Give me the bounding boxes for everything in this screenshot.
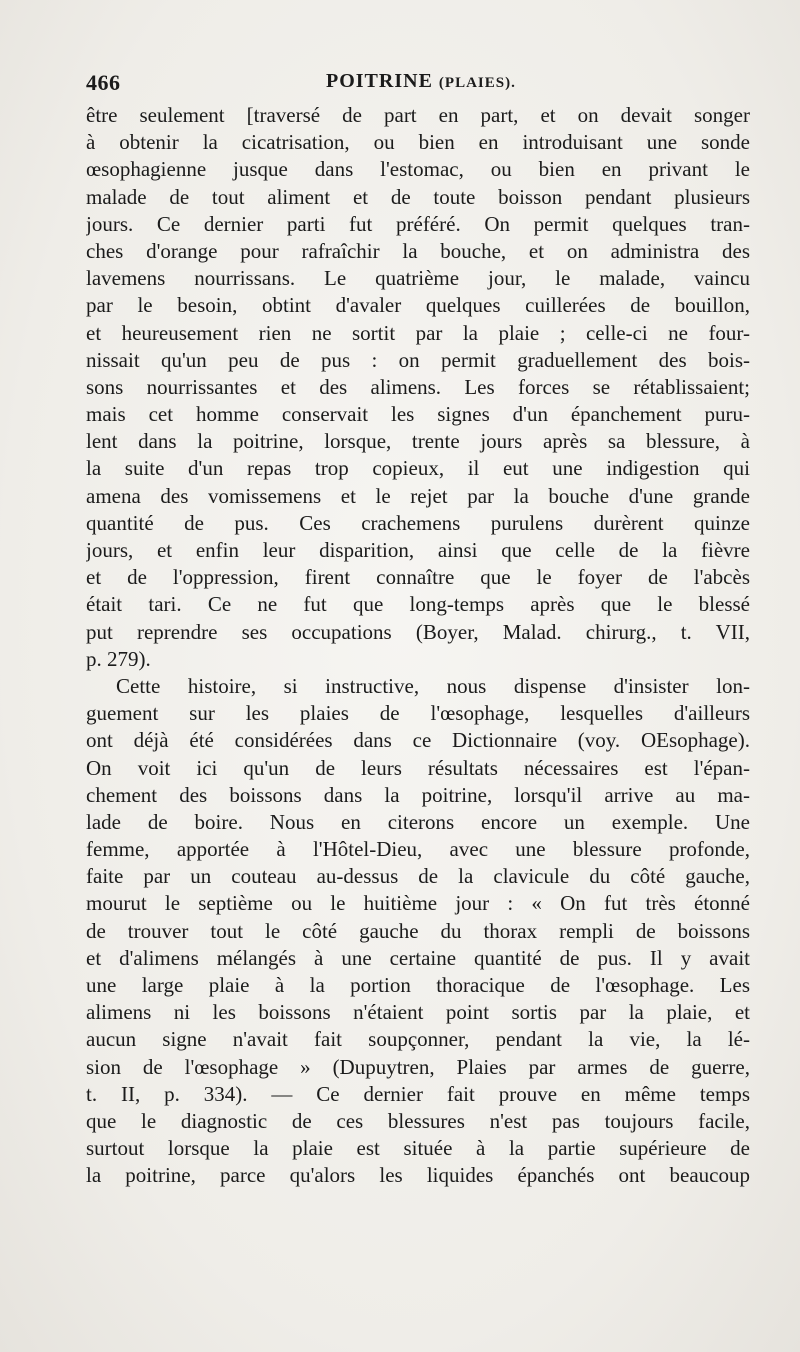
text-line: On voit ici qu'un de leurs résultats nécessaires est l'épan- — [86, 755, 750, 780]
text-line: mais cet homme conservait les signes d'un épanchement puru- — [86, 402, 750, 427]
text-line: lade de boire. Nous en citerons encore un exemple. Une — [86, 809, 750, 834]
text-line: t. II, p. 334). — Ce dernier fait prouve en même temps — [86, 1081, 750, 1106]
text-line: la suite d'un repas trop copieux, il eut une indigestion qui — [86, 456, 750, 481]
text-line: à obtenir la cicatrisation, ou bien en introduisant une sonde — [86, 130, 750, 155]
running-head — [326, 70, 516, 93]
text-line: par le besoin, obtint d'avaler quelques cuillerées de bouillon, — [86, 293, 750, 318]
text-line: aucun signe n'avait fait soupçonner, pendant la vie, la lé- — [86, 1027, 750, 1052]
text-line: être seulement [traversé de part en part, et on devait songer — [86, 103, 750, 127]
text-line: amena des vomissemens et le rejet par la bouche d'une grande — [86, 483, 750, 508]
page-number: 466 — [86, 70, 121, 95]
text-line: et de l'oppression, firent connaître que le foyer de l'abcès — [86, 565, 750, 590]
text-line: ont déjà été considérées dans ce Dictionnaire (voy. OEsophage). — [86, 728, 750, 753]
text-line: femme, apportée à l'Hôtel-Dieu, avec une blessure profonde, — [86, 837, 750, 862]
text-line: de trouver tout le côté gauche du thorax rempli de boissons — [86, 918, 750, 943]
text-line: œsophagienne jusque dans l'estomac, ou bien en privant le — [86, 157, 750, 182]
text-line: quantité de pus. Ces crachemens purulens durèrent quinze — [86, 510, 750, 535]
text-line: Cette histoire, si instructive, nous dispense d'insister lon- — [116, 673, 750, 698]
text-line: jours, et enfin leur disparition, ainsi que celle de la fièvre — [86, 538, 750, 562]
page-header — [86, 70, 750, 100]
text-line: la poitrine, parce qu'alors les liquides épanchés ont beaucoup — [86, 1163, 750, 1188]
text-line: lavemens nourrissans. Le quatrième jour, le malade, vaincu — [86, 266, 750, 291]
text-line: jours. Ce dernier parti fut préféré. On permit quelques tran- — [86, 211, 750, 236]
text-line: et d'alimens mélangés à une certaine quantité de pus. Il y avait — [86, 945, 750, 970]
text-line: ches d'orange pour rafraîchir la bouche, et on administra des — [86, 238, 750, 263]
text-line: chement des boissons dans la poitrine, lorsqu'il arrive au ma- — [86, 782, 750, 807]
text-line: malade de tout aliment et de toute boisson pendant plusieurs — [86, 184, 750, 209]
text-line: sons nourrissantes et des alimens. Les forces se rétablissaient; — [86, 374, 750, 399]
body-text — [86, 102, 750, 1190]
running-head-title: POITRINE — [326, 70, 433, 92]
text-line: guement sur les plaies de l'œsophage, lesquelles d'ailleurs — [86, 701, 750, 726]
text-line: était tari. Ce ne fut que long-temps après que le blessé — [86, 592, 750, 617]
text-line: p. 279). — [86, 646, 151, 671]
text-line: faite par un couteau au-dessus de la clavicule du côté gauche, — [86, 864, 750, 889]
text-line: mourut le septième ou le huitième jour : « On fut très étonné — [86, 891, 750, 916]
text-line: que le diagnostic de ces blessures n'est pas toujours facile, — [86, 1108, 750, 1133]
text-line: put reprendre ses occupations (Boyer, Malad. chirurg., t. VII, — [86, 619, 750, 644]
text-line: surtout lorsque la plaie est située à la partie supérieure de — [86, 1136, 750, 1161]
running-head-subtitle: (PLAIES). — [438, 75, 516, 91]
text-line: une large plaie à la portion thoracique de l'œsophage. Les — [86, 973, 750, 997]
text-line: lent dans la poitrine, lorsque, trente jours après sa blessure, à — [86, 429, 750, 454]
text-line: alimens ni les boissons n'étaient point sortis par la plaie, et — [86, 1000, 750, 1025]
text-line: sion de l'œsophage » (Dupuytren, Plaies par armes de guerre, — [86, 1054, 750, 1079]
text-line: nissait qu'un peu de pus : on permit graduellement des bois- — [86, 347, 750, 372]
text-line: et heureusement rien ne sortit par la plaie ; celle-ci ne four- — [86, 320, 750, 345]
